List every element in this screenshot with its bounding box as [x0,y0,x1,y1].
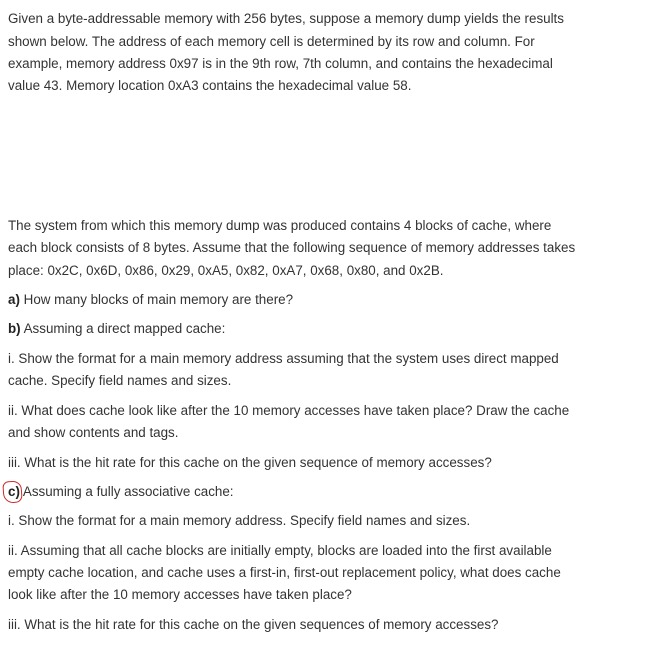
system-line-1: The system from which this memory dump was produced contains 4 blocks of cache, where [8,218,552,233]
system-line-2: each block consists of 8 bytes. Assume that the following sequence of memory addresses takes [8,240,576,255]
part-c [8,483,234,501]
intro-line-3: example, memory address 0x97 is in the 9th row, 7th column, and contains the hexadecimal [8,56,553,71]
part-b [8,320,225,338]
part-c-heading: Assuming a fully associative cache: [19,484,234,499]
part-b-iii: iii. What is the hit rate for this cache on the given sequence of memory accesses? [8,455,492,470]
part-c-iii: iii. What is the hit rate for this cache on the given sequences of memory accesses? [8,617,499,632]
part-b-ii-line-1: ii. What does cache look like after the 10 memory accesses have taken place? Draw the cache [8,403,570,418]
part-b-i-line-1: i. Show the format for a main memory address assuming that the system uses direct mapped [8,351,559,366]
part-a-question: How many blocks of main memory are there? [19,292,294,307]
intro-line-1: Given a byte-addressable memory with 256 bytes, suppose a memory dump yields the results [8,11,564,26]
part-b-ii-line-2: and show contents and tags. [8,425,179,440]
part-b-i-line-2: cache. Specify field names and sizes. [8,373,232,388]
part-b-heading: Assuming a direct mapped cache: [20,321,226,336]
intro-line-2: shown below. The address of each memory cell is determined by its row and column. For [8,34,535,49]
memory-dump-image-area [0,100,650,210]
part-c-ii-line-1: ii. Assuming that all cache blocks are initially empty, blocks are loaded into the first available [8,543,552,558]
part-c-ii-line-3: look like after the 10 memory accesses have taken place? [8,587,352,602]
part-a [8,291,293,309]
part-c-i: i. Show the format for a main memory address. Specify field names and sizes. [8,513,471,528]
part-a-label: a) [8,292,20,307]
part-c-ii-line-2: empty cache location, and cache uses a first-in, first-out replacement policy, what does cache [8,565,561,580]
intro-line-4: value 43. Memory location 0xA3 contains the hexadecimal value 58. [8,78,412,93]
part-c-label: c) [8,484,20,499]
system-line-3: place: 0x2C, 0x6D, 0x86, 0x29, 0xA5, 0x82, 0xA7, 0x68, 0x80, and 0x2B. [8,263,444,278]
part-b-label: b) [8,321,21,336]
